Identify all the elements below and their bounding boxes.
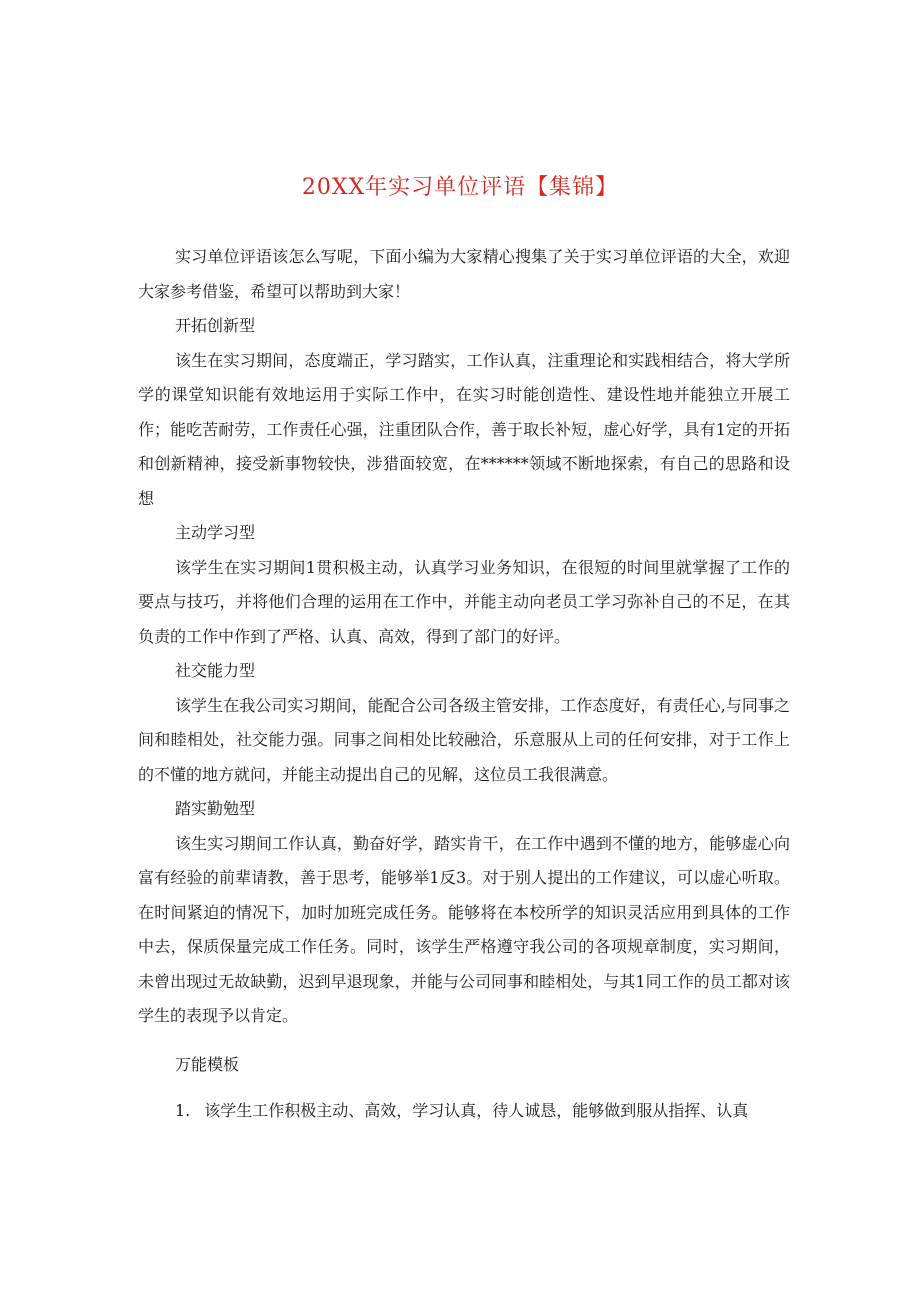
section-text-proactive-learning: 该学生在实习期间1贯积极主动，认真学习业务知识，在很短的时间里就掌握了工作的要点与技巧，并将他们合理的运用在工作中，并能主动向老员工学习弥补自己的不足，在其负责的工作中作到了严格、认真、高效，得到了部门的好评。 [138, 557, 790, 646]
section-heading-social-skills: 社交能力型 [175, 661, 256, 680]
section-text-diligent: 该生实习期间工作认真，勤奋好学，踏实肯干，在工作中遇到不懂的地方，能够虚心向富有经验的前辈请教，善于思考，能够举1反3。对于别人提出的工作建议，可以虚心听取。在时间紧迫的情况下，加时加班完成任务。能够将在本校所学的知识灵活应用到具体的工作中去，保质保量完成工作任务。同时，该学生严格遵守我公司的各项规章制度，实习期间，未曾出现过无故缺勤，迟到早退现象，并能与公司同事和睦相处，与其1同工作的员工都对该学生的表现予以肯定。 [138, 833, 790, 1025]
section-heading-innovative: 开拓创新型 [175, 316, 256, 335]
document-title: 20XX年实习单位评语【集锦】 [301, 175, 619, 200]
section-text-innovative: 该生在实习期间，态度端正，学习踏实，工作认真，注重理论和实践相结合，将大学所学的课堂知识能有效地运用于实际工作中，在实习时能创造性、建设性地并能独立开展工作；能吃苦耐劳，工作责任心强，注重团队合作，善于取长补短，虚心好学，具有1定的开拓和创新精神，接受新事物较快，涉猎面较宽，在******领域不断地探索，有自己的思路和设想 [138, 350, 790, 508]
document-body [138, 240, 790, 1129]
section-text-social-skills: 该学生在我公司实习期间，能配合公司各级主管安排，工作态度好，有责任心,与同事之间和睦相处，社交能力强。同事之间相处比较融洽，乐意服从上司的任何安排，对于工作上的不懂的地方就问，并能主动提出自己的见解，这位员工我很满意。 [138, 695, 790, 784]
section-heading-proactive-learning: 主动学习型 [175, 523, 256, 542]
list-item-text: 该学生工作积极主动、高效，学习认真，待人诚恳，能够做到服从指挥、认真 [204, 1101, 749, 1120]
list-item-number: 1. [175, 1101, 191, 1120]
intro-paragraph: 实习单位评语该怎么写呢，下面小编为大家精心搜集了关于实习单位评语的大全，欢迎大家参考借鉴，希望可以帮助到大家！ [138, 247, 790, 301]
list-item [138, 1094, 790, 1129]
section-heading-diligent: 踏实勤勉型 [175, 799, 256, 818]
section-heading-universal-template: 万能模板 [175, 1054, 240, 1074]
